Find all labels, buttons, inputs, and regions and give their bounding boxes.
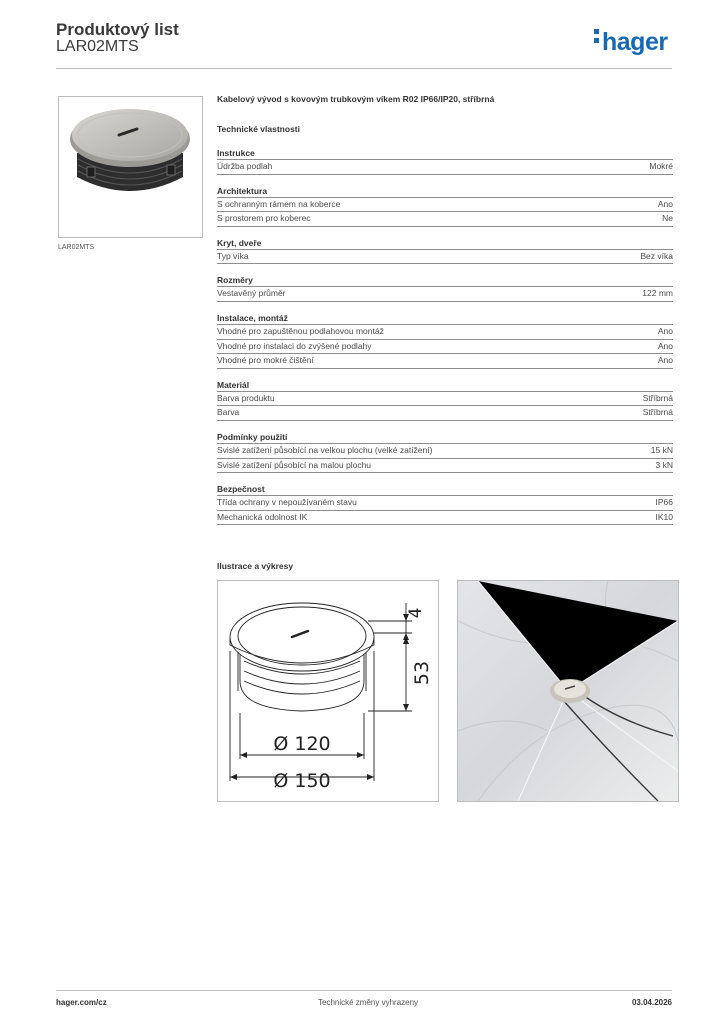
marble-floor-photo-icon — [458, 581, 678, 801]
spec-label: Barva — [217, 407, 240, 418]
spec-group — [217, 275, 673, 302]
spec-group — [217, 186, 673, 227]
spec-row — [217, 287, 673, 302]
technical-properties-heading: Technické vlastnosti — [217, 124, 300, 134]
floor-box-product-icon — [59, 97, 202, 237]
specifications — [217, 94, 673, 536]
spec-value: 3 kN — [655, 459, 673, 470]
footer-note: Technické změny vyhrazeny — [318, 998, 419, 1007]
hager-logo: hager — [594, 28, 668, 57]
spec-value: Ne — [662, 213, 673, 224]
spec-row — [217, 496, 673, 511]
spec-value: IP66 — [655, 497, 673, 508]
spec-label: Vhodné pro zapuštěnou podlahovou montáž — [217, 325, 384, 336]
spec-row — [217, 406, 673, 421]
spec-value: Ano — [657, 198, 673, 209]
spec-value: 122 mm — [642, 288, 673, 299]
spec-group-title: Rozměry — [217, 275, 673, 287]
spec-label: Údržba podlah — [217, 161, 273, 171]
spec-group-title: Materiál — [217, 380, 673, 392]
spec-group-title: Instalace, montáž — [217, 313, 673, 325]
spec-value: 15 kN — [650, 444, 673, 455]
product-image-caption: LAR02MTS — [58, 244, 95, 251]
logo-colon-icon — [594, 29, 600, 47]
spec-label: Svislé zatížení působící na malou plochu — [217, 459, 372, 470]
spec-group — [217, 238, 673, 265]
spec-label: Typ víka — [217, 250, 249, 261]
product-image — [58, 96, 203, 238]
header-divider — [56, 68, 672, 69]
spec-value: IK10 — [655, 511, 673, 522]
spec-label: Barva produktu — [217, 392, 275, 403]
dimension-drawing-icon — [218, 581, 438, 801]
spec-row — [217, 250, 673, 265]
spec-label: S prostorem pro koberec — [217, 213, 311, 224]
dimension-drawing — [217, 580, 439, 802]
spec-value: Ano — [657, 325, 673, 336]
spec-group — [217, 432, 673, 473]
spec-label: Vestavěný průměr — [217, 288, 286, 299]
installation-photo — [457, 580, 679, 802]
spec-group — [217, 313, 673, 369]
spec-label: S ochranným rámem na koberce — [217, 198, 341, 209]
spec-label: Mechanická odolnost IK — [217, 511, 308, 522]
spec-value: Stříbrná — [642, 392, 673, 403]
footer-date: 03.04.2026 — [631, 998, 672, 1007]
spec-label: Svislé zatížení působící na velkou plochu (velké zatížení) — [217, 444, 433, 455]
spec-value: Ano — [657, 355, 673, 366]
spec-row — [217, 459, 673, 474]
footer-website: hager.com/cz — [56, 998, 107, 1007]
spec-group — [217, 148, 673, 175]
spec-label: Třída ochrany v nepoužívaném stavu — [217, 497, 357, 508]
spec-group-title: Instrukce — [217, 148, 673, 160]
spec-group — [217, 484, 673, 525]
dim-inner-diameter-label: Ø 120 — [273, 733, 331, 755]
spec-row — [217, 354, 673, 369]
spec-row — [217, 444, 673, 459]
dim-height-label: 53 — [411, 660, 433, 686]
spec-row — [217, 340, 673, 355]
spec-row — [217, 392, 673, 407]
spec-row — [217, 511, 673, 526]
dim-height-top-label: 4 — [406, 607, 426, 619]
page-title: Produktový list — [56, 20, 179, 39]
footer-divider — [56, 990, 672, 991]
dim-outer-diameter-label: Ø 150 — [273, 770, 331, 792]
product-code: LAR02MTS — [56, 38, 139, 55]
spec-group-title: Bezpečnost — [217, 484, 673, 496]
spec-value: Ano — [657, 340, 673, 351]
spec-row — [217, 325, 673, 340]
spec-group-title: Podmínky použití — [217, 432, 673, 444]
spec-label: Vhodné pro mokré čištění — [217, 355, 314, 366]
spec-row — [217, 212, 673, 227]
spec-group-title: Architektura — [217, 186, 673, 198]
spec-row — [217, 198, 673, 213]
spec-group-title: Kryt, dveře — [217, 238, 673, 250]
spec-value: Bez víka — [640, 250, 673, 261]
spec-group — [217, 380, 673, 421]
product-description: Kabelový vývod s kovovým trubkovým víkem R02 IP66/IP20, stříbrná — [217, 94, 495, 104]
spec-label: Vhodné pro instalaci do zvýšené podlahy — [217, 340, 372, 351]
spec-value: Stříbrná — [642, 407, 673, 418]
spec-value: Mokré — [649, 161, 673, 171]
illustrations-heading: Ilustrace a výkresy — [217, 561, 294, 571]
spec-row — [217, 160, 673, 175]
